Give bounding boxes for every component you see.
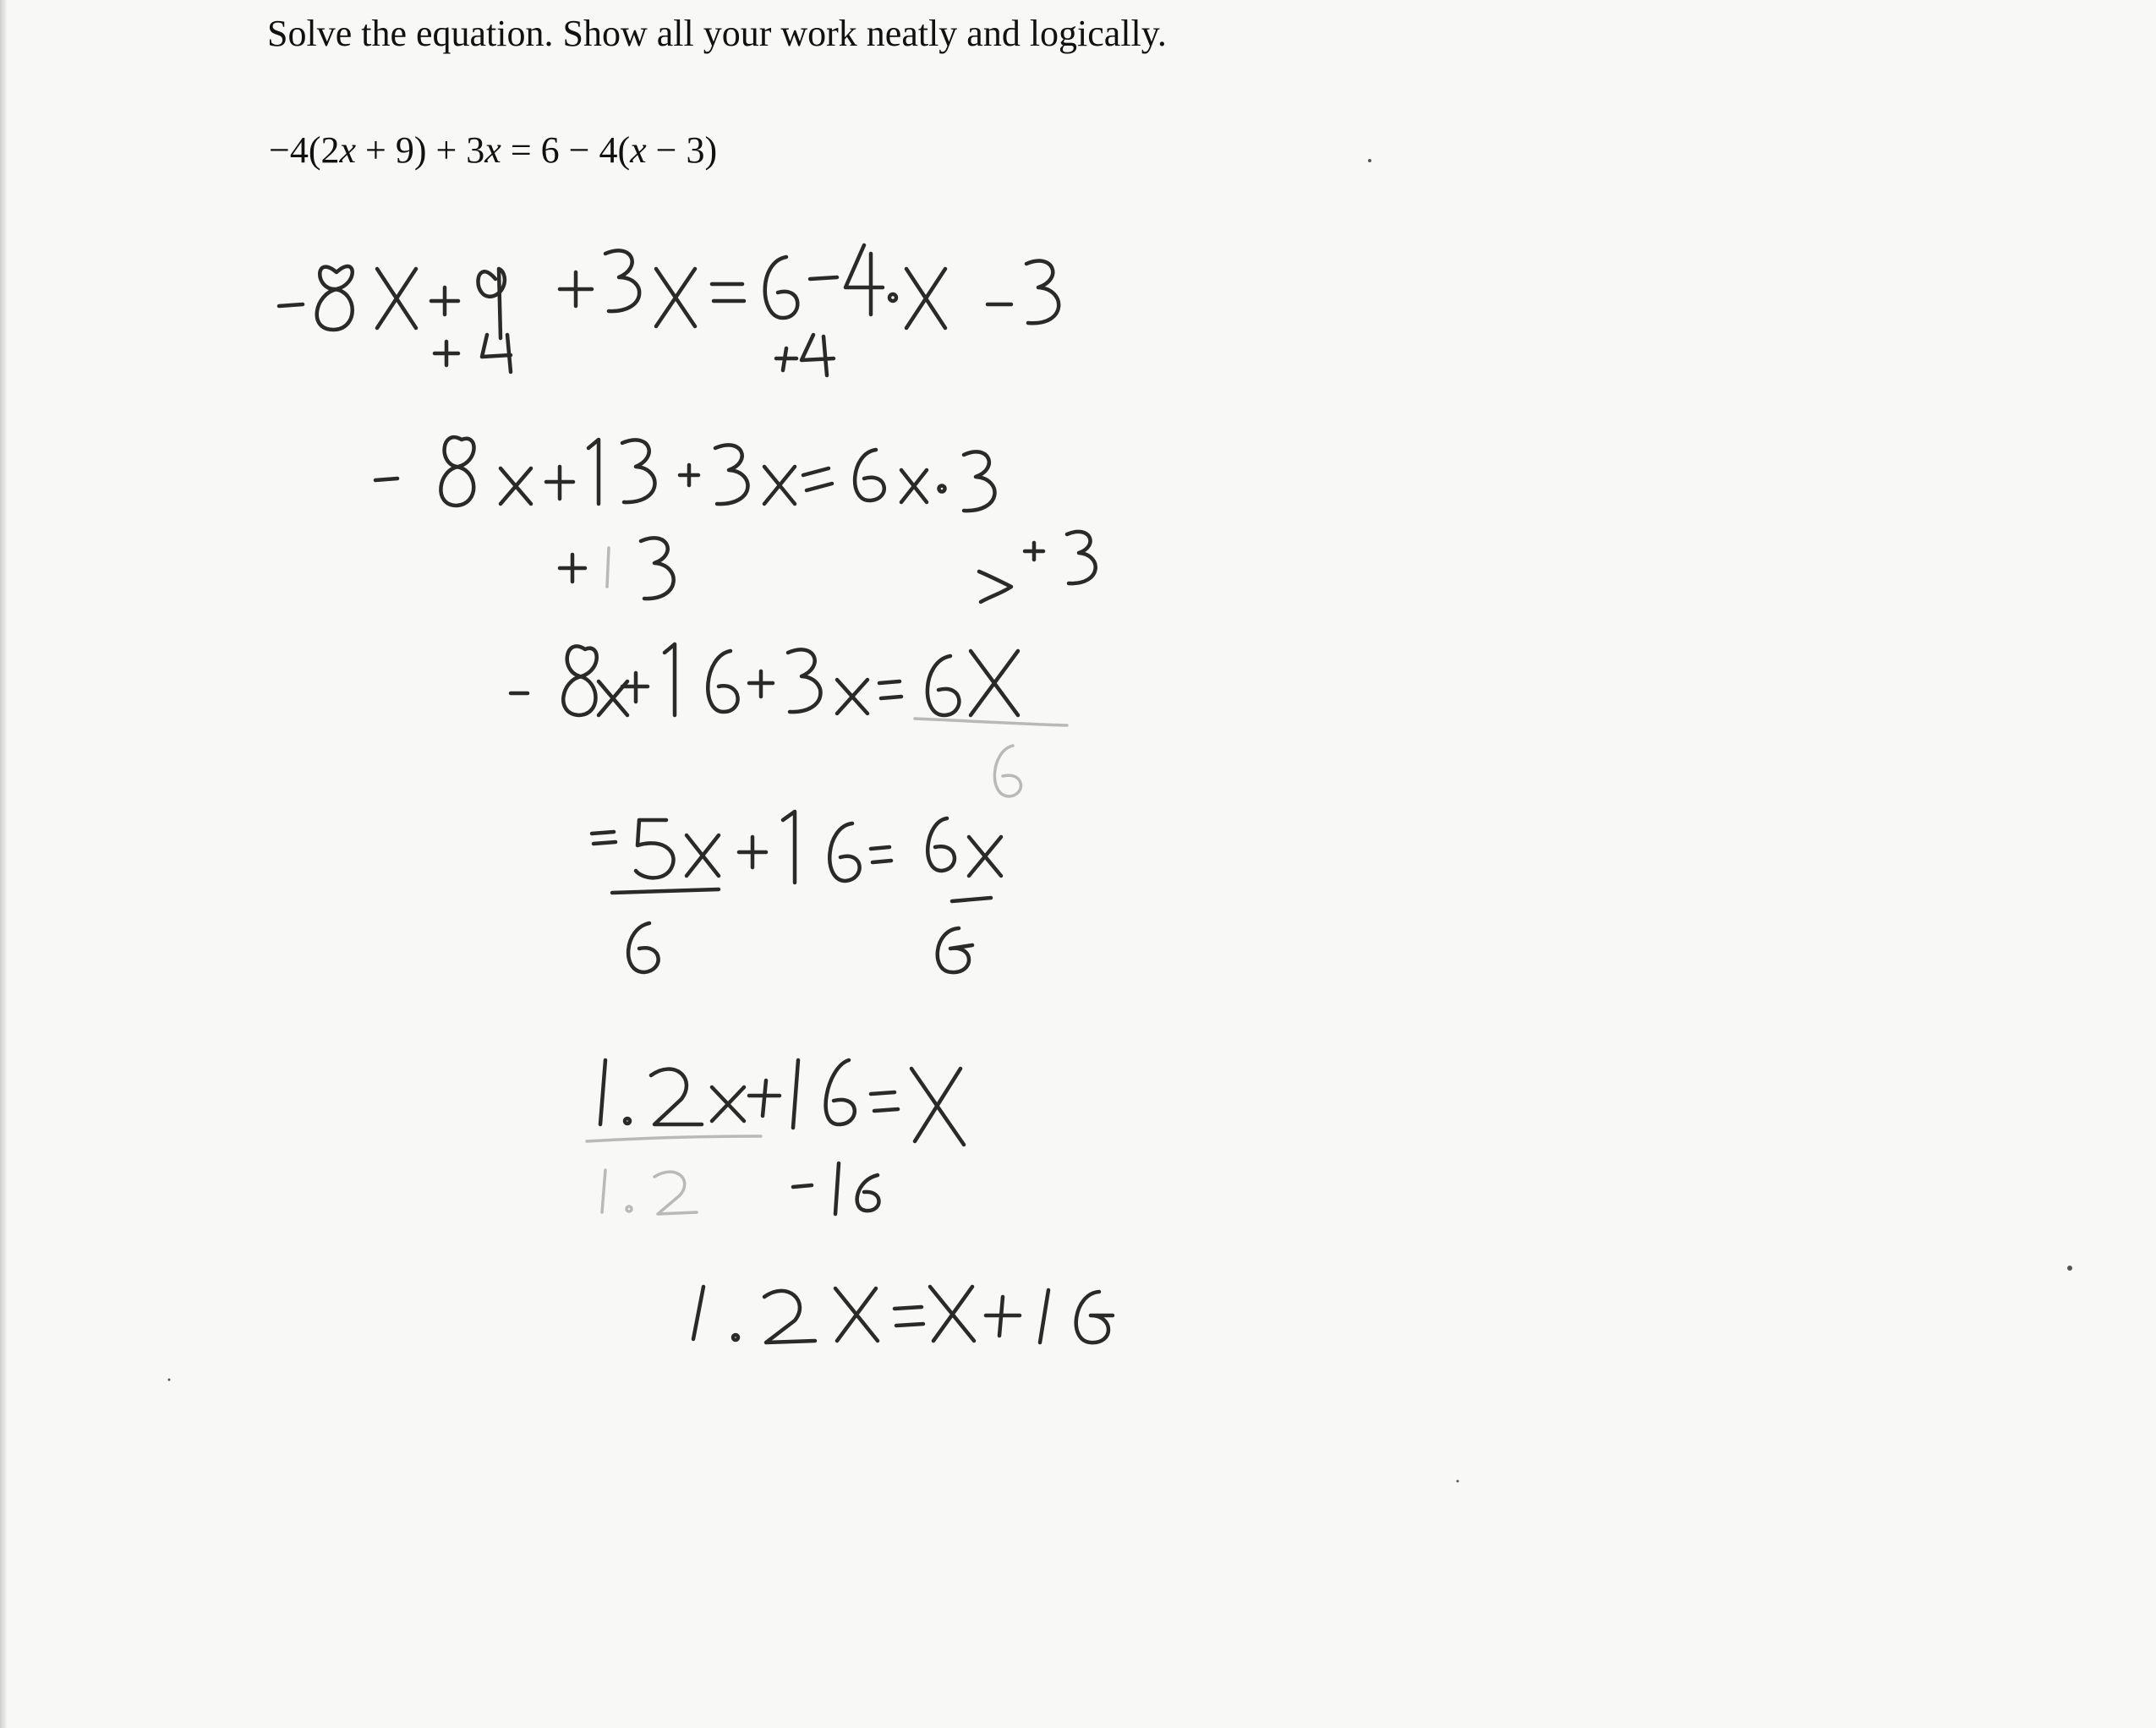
handwritten-note-minus16 — [602, 1163, 879, 1214]
handwritten-step-2 — [375, 437, 994, 511]
scan-speck — [168, 1379, 171, 1381]
handwritten-note-plus13 — [560, 538, 674, 599]
handwritten-underline — [587, 1136, 761, 1141]
handwritten-step-5 — [600, 1060, 964, 1145]
handwritten-note-plus4-left — [435, 335, 511, 372]
handwritten-note-plus4-right — [776, 335, 834, 375]
scan-speck — [1368, 159, 1371, 162]
equation-part: + 9) + 3 — [356, 129, 485, 171]
equation-part: − 3) — [646, 129, 718, 171]
handwritten-step-4 — [592, 812, 1001, 972]
handwritten-step-3 — [511, 644, 1018, 715]
equation-part: −4(2 — [269, 129, 340, 171]
handwritten-note-plus3 — [979, 532, 1096, 602]
handwritten-step-1 — [279, 245, 1059, 338]
equation-variable: x — [484, 129, 501, 171]
equation-variable: x — [630, 129, 647, 171]
scan-speck — [2067, 1266, 2072, 1271]
handwritten-divide-line-6 — [915, 719, 1067, 796]
handwritten-step-6 — [693, 1287, 1113, 1342]
instruction-text: Solve the equation. Show all your work neatly and logically. — [267, 13, 1167, 54]
equation-part: = 6 − 4( — [501, 129, 631, 171]
equation-variable: x — [339, 129, 356, 171]
scan-speck — [1457, 1480, 1459, 1483]
